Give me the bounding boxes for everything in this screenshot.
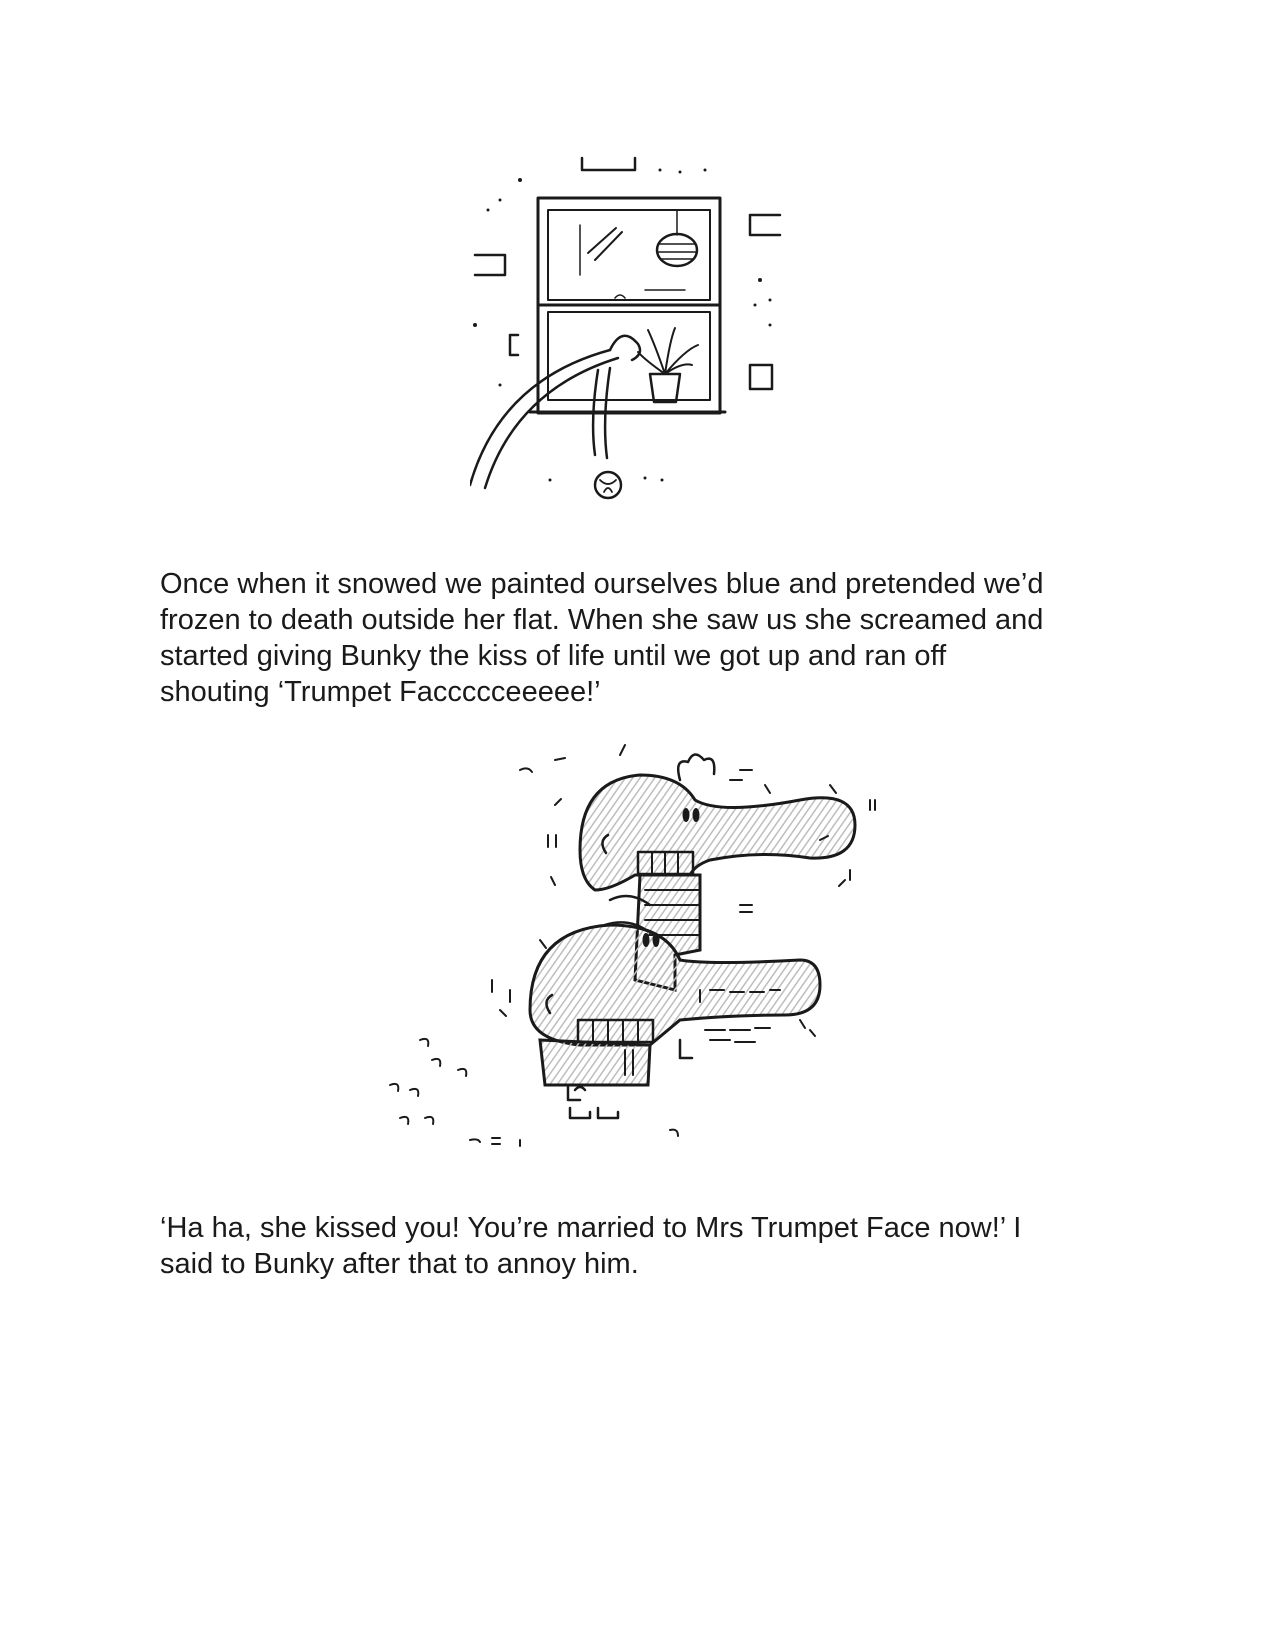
window-with-plant-and-hose-drawing [470, 140, 820, 530]
two-long-nosed-characters-embracing-drawing [380, 740, 910, 1170]
story-paragraph-snow-prank: Once when it snowed we painted ourselves blue and pretended we’d frozen to death outside her flat. When she saw us she screamed and started giving Bunky the kiss of life until we got up and ran off shouting ‘Trumpet Faccccceeeee!’ [160, 568, 1044, 708]
story-paragraph-kissed-tease: ‘Ha ha, she kissed you! You’re married to Mrs Trumpet Face now!’ I said to Bunky after that to annoy him. [160, 1212, 1022, 1280]
